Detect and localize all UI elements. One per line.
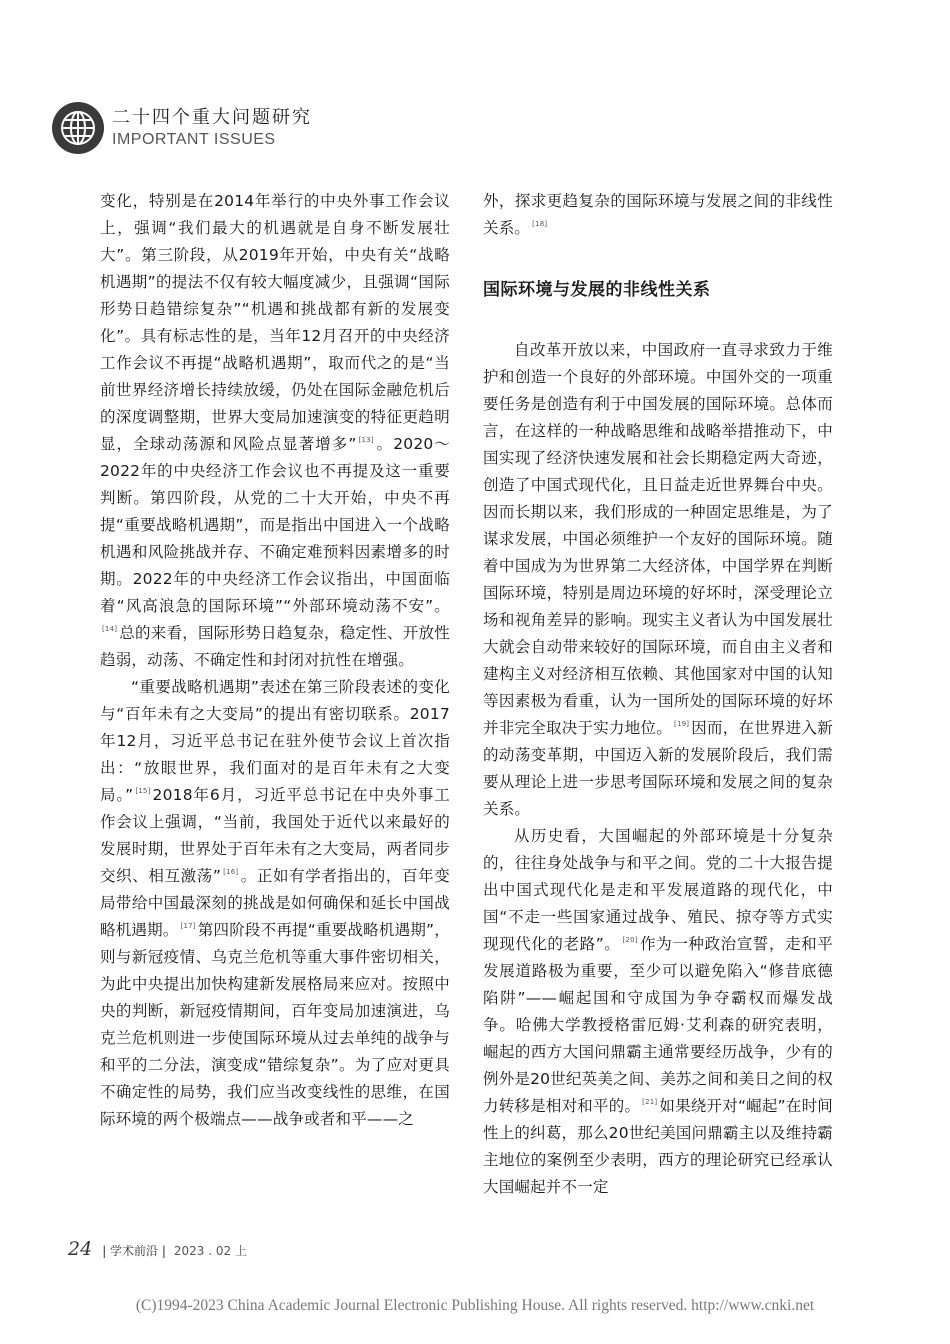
footnote-ref[interactable]: [15]	[135, 787, 151, 795]
journal-header	[52, 100, 312, 156]
right-column	[483, 188, 833, 1201]
section-title-cn: 二十四个重大问题研究	[112, 106, 312, 128]
footnote-ref[interactable]: [19]	[674, 720, 690, 728]
issue-number: 2023 . 02 上	[173, 1244, 247, 1258]
paragraph: 从历史看，大国崛起的外部环境是十分复杂的，往往身处战争与和平之间。党的二十大报告提出中国式现代化是走和平发展道路的现代化，中国“不走一些国家通过战争、殖民、掠夺等方式实现现代化的老路”。 [20] 作为一种政治宣誓，走和平发展道路极为重要，至少可以避免陷入“修昔底德陷阱”——崛起国和守成国为争夺霸权而爆发战争。哈佛大学教授格雷厄姆·艾利森的研究表明，崛起的西方大国问鼎霸主通常要经历战争，少有的例外是20世纪英美之间、美苏之间和美日之间的权力转移是相对和平的。 [21] 如果绕开对“崛起”在时间性上的纠葛，那么20世纪美国问鼎霸主以及维持霸主地位的案例至少表明，西方的理论研究已经承认大国崛起并不一定	[483, 827, 833, 1196]
footnote-ref[interactable]: [16]	[223, 868, 239, 876]
copyright-notice: (C)1994-2023 China Academic Journal Electronic Publishing House. All rights reserved. http://www.cnki.net	[135, 1297, 815, 1314]
footnote-ref[interactable]: [14]	[102, 625, 118, 633]
page-footer	[68, 1238, 247, 1260]
left-column	[100, 188, 450, 1133]
footnote-ref[interactable]: [17]	[180, 922, 196, 930]
paragraph: 外，探求更趋复杂的国际环境与发展之间的非线性关系。 [18]	[483, 192, 833, 237]
paragraph: “重要战略机遇期”表述在第三阶段表述的变化与“百年未有之大变局”的提出有密切联系。2017年12月，习近平总书记在驻外使节会议上首次指出：“放眼世界，我们面对的是百年未有之大变局。” [15] 2018年6月，习近平总书记在中央外事工作会议上强调，“当前，我国处于近代以来最好的发展时期，世界处于百年未有之大变局，两者同步交织、相互激荡” [16] 。正如有学者指出的，百年变局带给中国最深刻的挑战是如何确保和延长中国战略机遇期。 [17] 第四阶段不再提“重要战略机遇期”，则与新冠疫情、乌克兰危机等重大事件密切相关，为此中央提出加快构建新发展格局来应对。按照中央的判断，新冠疫情期间，百年变局加速演进，乌克兰危机则进一步使国际环境从过去单纯的战争与和平的二分法，演变成“错综复杂”。为了应对更具不确定性的局势，我们应当改变线性的思维，在国际环境的两个极端点——战争或者和平——之	[100, 678, 450, 1128]
footnote-ref[interactable]: [20]	[622, 936, 638, 944]
paragraph: 自改革开放以来，中国政府一直寻求致力于维护和创造一个良好的外部环境。中国外交的一项重要任务是创造有利于中国发展的国际环境。总体而言，在这样的一种战略思维和战略举措推动下，中国实现了经济快速发展和社会长期稳定两大奇迹，创造了中国式现代化，且日益走近世界舞台中央。因而长期以来，我们形成的一种固定思维是，为了谋求发展，中国必须维护一个友好的国际环境。随着中国成为为世界第二大经济体，中国学界在判断国际环境，特别是周边环境的好坏时，深受理论立场和视角差异的影响。现实主义者认为中国发展壮大就会自动带来较好的国际环境，而自由主义者和建构主义对经济相互依赖、其他国家对中国的认知等因素极为看重，认为一国所处的国际环境的好坏并非完全取决于实力地位。 [19] 因而，在世界进入新的动荡变革期，中国迈入新的发展阶段后，我们需要从理论上进一步思考国际环境和发展之间的复杂关系。	[483, 341, 833, 818]
footnote-ref[interactable]: [13]	[358, 436, 374, 444]
paragraph: 变化，特别是在2014年举行的中央外事工作会议上，强调“我们最大的机遇就是自身不断发展壮大”。第三阶段，从2019年开始，中央有关“战略机遇期”的提法不仅有较大幅度减少，且强调“国际形势日趋错综复杂”“机遇和挑战都有新的发展变化”。具有标志性的是，当年12月召开的中央经济工作会议不再提“战略机遇期”，取而代之的是“当前世界经济增长持续放缓，仍处在国际金融危机后的深度调整期，世界大变局加速演变的特征更趋明显，全球动荡源和风险点显著增多” [13] 。2020～2022年的中央经济工作会议也不再提及这一重要判断。第四阶段，从党的二十大开始，中央不再提“重要战略机遇期”，而是指出中国进入一个战略机遇和风险挑战并存、不确定难预料因素增多的时期。2022年的中央经济工作会议指出，中国面临着“风高浪急的国际环境”“外部环境动荡不安”。[14] 总的来看，国际形势日趋复杂，稳定性、开放性趋弱，动荡、不确定性和封闭对抗性在增强。	[100, 192, 451, 669]
page-number: 24	[68, 1238, 93, 1260]
footnote-ref[interactable]: [18]	[532, 220, 548, 228]
section-title-en: IMPORTANT ISSUES	[112, 130, 276, 148]
journal-name: | 学术前沿 |	[102, 1244, 166, 1258]
section-heading: 国际环境与发展的非线性关系	[483, 280, 711, 300]
globe-icon	[52, 102, 104, 154]
footnote-ref[interactable]: [21]	[642, 1098, 658, 1106]
